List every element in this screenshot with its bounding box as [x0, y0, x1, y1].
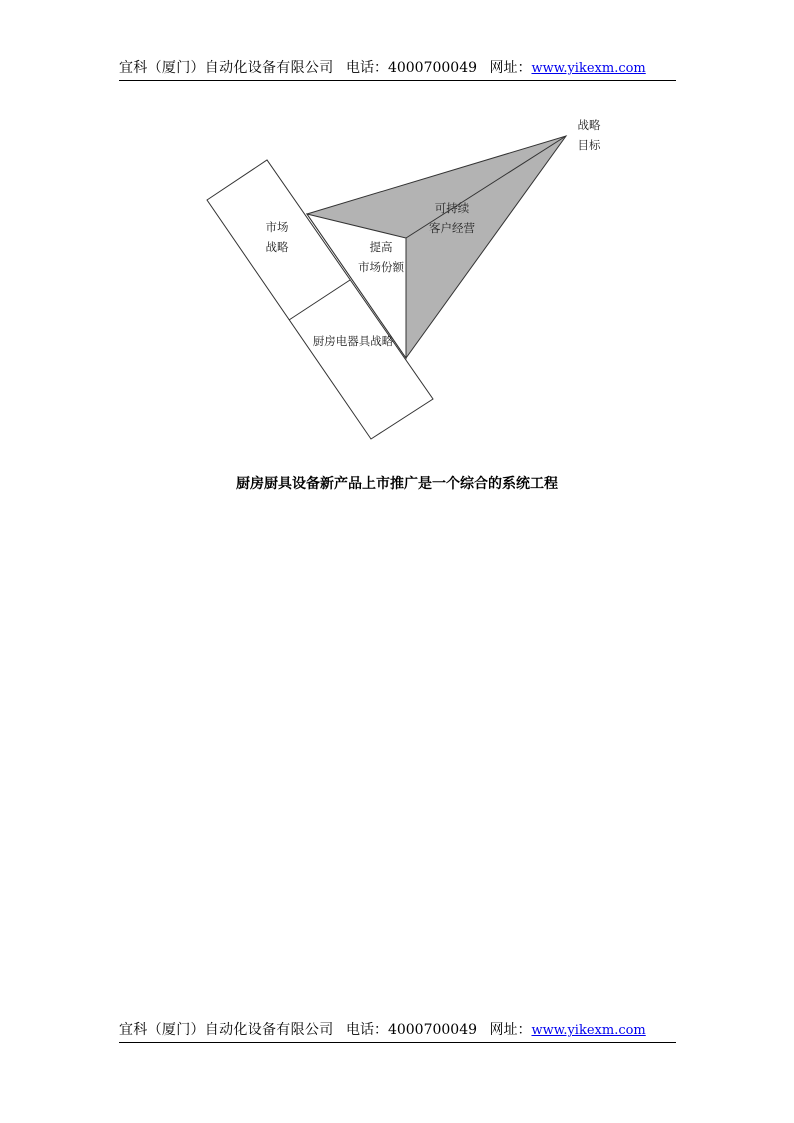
figure-caption: 厨房厨具设备新产品上市推广是一个综合的系统工程 — [236, 476, 558, 492]
market-strategy-label-2: 战略 — [265, 240, 289, 254]
footer-web-label: 网址： — [489, 1022, 532, 1038]
strategy-diagram — [0, 0, 794, 460]
footer-website-link[interactable]: www.yikexm.com — [531, 1023, 646, 1038]
sustainable-ops-label-1: 可持续 — [434, 201, 470, 215]
increase-share-label-2: 市场份额 — [358, 260, 404, 274]
header-website-link[interactable]: www.yikexm.com — [531, 61, 646, 76]
sustainable-ops-label-2: 客户经营 — [429, 221, 475, 235]
market-strategy-label-1: 市场 — [265, 220, 289, 234]
strategic-goal-label-1: 战略 — [577, 118, 601, 132]
increase-share-label-1: 提高 — [369, 240, 393, 254]
footer-phone: 电话：4000700049 — [345, 1022, 478, 1038]
strategic-goal-label-2: 目标 — [577, 138, 601, 152]
header-web-label: 网址： — [489, 60, 532, 76]
footer-company-name: 宜科（厦门）自动化设备有限公司 — [119, 1022, 334, 1038]
kitchen-strategy-label: 厨房电器具战略 — [312, 334, 394, 348]
page-footer — [119, 1020, 676, 1043]
header-company-name: 宜科（厦门）自动化设备有限公司 — [119, 60, 334, 76]
header-phone: 电话：4000700049 — [345, 60, 478, 76]
